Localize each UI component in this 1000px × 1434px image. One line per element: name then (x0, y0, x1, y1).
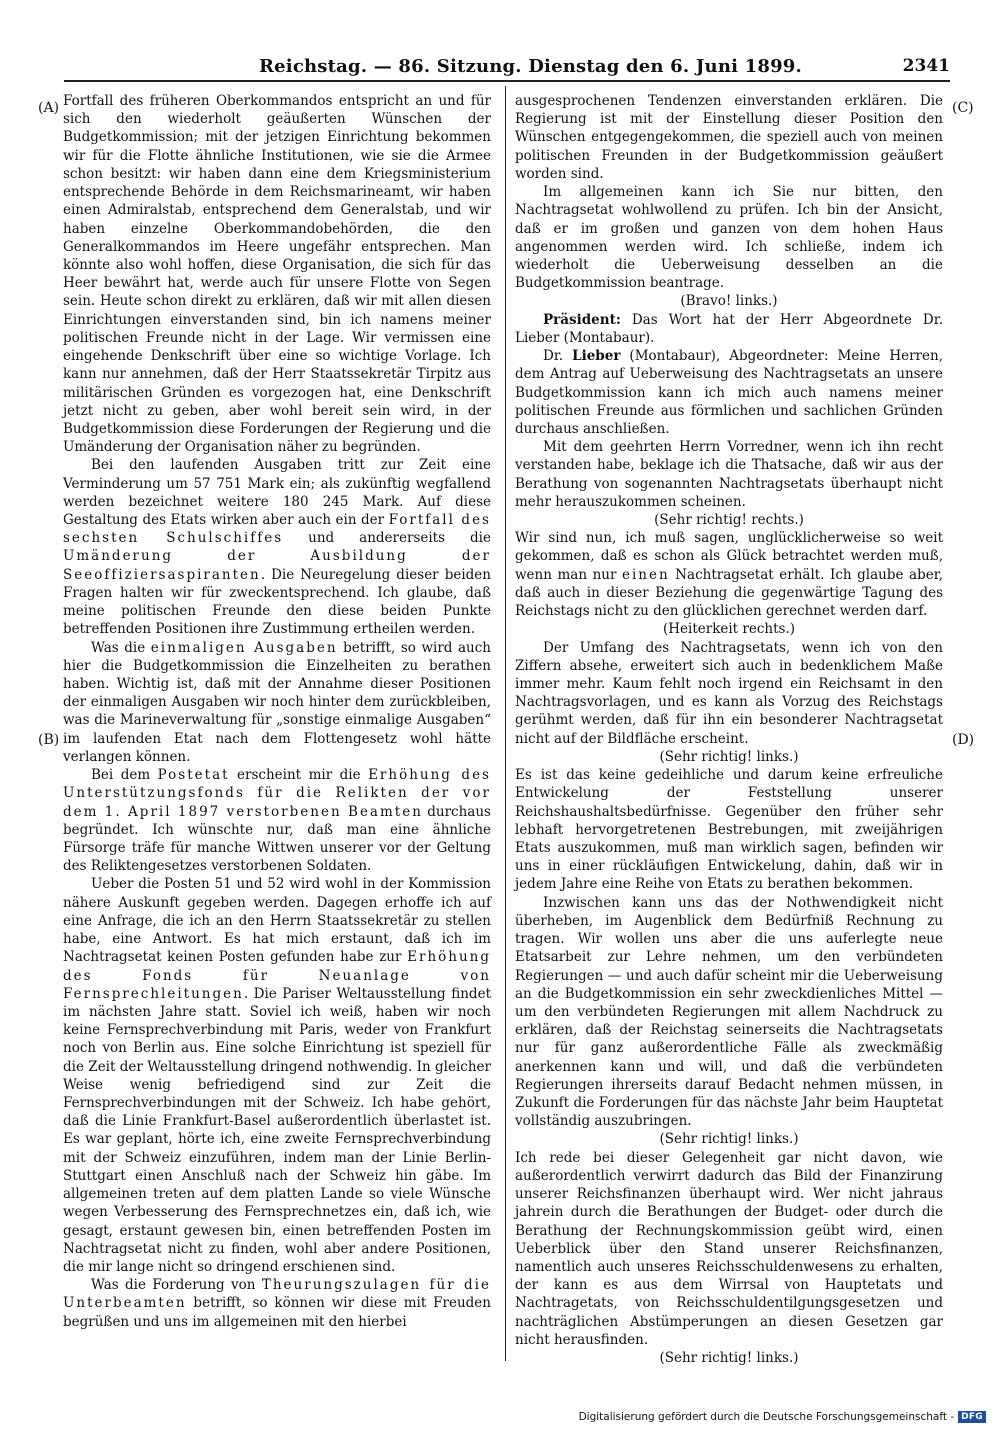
speaker-name: Lieber (572, 348, 621, 365)
paragraph: Präsident: Das Wort hat der Herr Abgeordnete Dr. Lieber (Montabaur). (515, 311, 943, 346)
paragraph: Im allgemeinen kann ich Sie nur bitten, den Nachtragsetat wohlwollend zu prüfen. Ich bin der Ansicht, daß er im großen und ganzen von dem hohen Haus angenommen werden wird. Ich schließe, indem ich wiederholt die Ueberweisung desselben an die Budgetkommission beantrage. (515, 184, 943, 292)
paragraph: Fortfall des früheren Oberkommandos entspricht an und für sich den wiederholt geäußerten Wünschen der Budgetkommission; mit der jetzigen Einrichtung bekommen wir für die Flotte ähnliche Institutionen, wie sie die Armee schon besitzt: wir haben dann eine dem Kriegsministerium entsprechende Behörde in dem Reichsmarineamt, wir haben einen Admiralstab, entsprechend dem Generalstab, und wir haben einzelne Oberkommandobehörden, die den Generalkommandos im Heere ungefähr entsprechen. Man könnte also wohl hoffen, diese Organisation, die sich für das Heer bewährt hat, werde auch für unsere Flotte von Segen sein. Heute schon direkt zu erklären, daß wir mit allen diesen Einrichtungen einverstanden sind, bin ich namens meiner politischen Freunde nicht in der Lage. Wir vermissen eine eingehende Denkschrift über eine so wichtige Vorlage. Ich kann nur annehmen, daß der Herr Staatssekretär Tirpitz aus militärischen Gründen es vorgezogen hat, eine Denkschrift jetzt nicht zu geben, aber wohl bereit sein wird, in der Budgetkommission diese Forderungen der Regierung und die Umänderung der Organisation näher zu begründen. (63, 93, 491, 456)
margin-marker-a: (A) (38, 100, 60, 116)
interjection: (Sehr richtig! links.) (659, 1350, 799, 1367)
interjection: (Heiterkeit rechts.) (662, 621, 796, 638)
margin-marker-b: (B) (38, 732, 60, 748)
emphasis: einmaligen Ausgaben (150, 639, 338, 656)
paragraph: Was die einmaligen Ausgaben betrifft, so wird auch hier die Budgetkommission die Einzelheiten zu berathen haben. Wichtig ist, daß mit der Annahme dieser Positionen der einmaligen Ausgaben wir noch hinter dem zurückbleiben, was die Marineverwaltung für „sonstige einmalige Ausgaben“ im laufenden Etat nach dem Flottengesetz wohl hätte verlangen können. (63, 639, 492, 765)
interjection: (Sehr richtig! links.) (659, 1131, 799, 1148)
column-divider (505, 86, 506, 1361)
paragraph: Mit dem geehrten Herrn Vorredner, wenn ich ihn recht verstanden habe, beklage ich die Thatsache, daß wir aus der Berathung von sogenannten Nachtragsetats überhaupt nicht mehr herauszukommen scheinen. (515, 439, 943, 510)
emphasis: Theurungszulagen für die Unterbeamten (63, 1277, 491, 1312)
emphasis: Postetat (157, 767, 230, 784)
emphasis: Erhöhung des Unterstützungsfonds für die Relikten der vor dem 1. April 1897 verstorbenen Beamten (63, 767, 491, 820)
paragraph: Bei den laufenden Ausgaben tritt zur Zeit eine Verminderung um 57 751 Mark ein; als zukünftig wegfallend werden bezeichnet weitere 180 245 Mark. Auf diese Gestaltung des Etats wirken aber auch ein der Fortfall des sechsten Schulschiffes und andererseits die Umänderung der Ausbildung der Seeoffiziersaspiranten. Die Neuregelung dieser beiden Fragen halten wir für zweckentsprechend. Ich glaube, daß meine politischen Freunde den diese beiden Punkte betreffenden Positionen ihre Zustimmung ertheilen werden. (63, 457, 491, 638)
dfg-logo: DFG (958, 1411, 986, 1423)
paragraph: Wir sind nun, ich muß sagen, unglücklicherweise so weit gekommen, daß es schon als Glück betrachtet werden muß, wenn man nur einen Nachtragsetat erhält. Ich glaube aber, daß auch in dieser Beziehung die gegenwärtige Tagung des Reichstags nicht zu den glücklichen gerechnet werden darf. (515, 530, 943, 620)
paragraph: ausgesprochenen Tendenzen einverstanden erklären. Die Regierung ist mit der Einstellung dieser Position den Wünschen entgegengekommen, die speziell auch von meinen politischen Freunden in der Budgetkommission geäußert worden sind. (515, 93, 943, 182)
paragraph: Inzwischen kann uns das der Nothwendigkeit nicht überheben, im Augenblick dem Bedürfniß Rechnung zu tragen. Wir wollen uns aber die uns auferlegte neue Etatsarbeit zur Lehre nehmen, um den verbündeten Regierungen — und auch dafür scheint mir die Ueberweisung an die Budgetkommission ein sehr zweckdienliches Mittel — um den verbündeten Regierungen mit allem Nachdruck zu erklären, daß der Reichstag seinerseits die Nachtragsetats nur für ganz außerordentliche Fälle als zweckmäßig anerkennen kann und will, und daß die verbündeten Regierungen ihrerseits darauf Bedacht nehmen müssen, in Zukunft die Forderungen für das nächste Jahr beim Hauptetat vollständig auszubringen. (515, 894, 943, 1130)
paragraph: Was die Forderung von Theurungszulagen für die Unterbeamten betrifft, so können wir diese mit Freuden begrüßen und uns im allgemeinen mit den hierbei (63, 1277, 491, 1330)
speaker-label: Präsident: (543, 311, 621, 328)
interjection: (Bravo! links.) (680, 293, 778, 310)
paragraph: Ueber die Posten 51 und 52 wird wohl in der Kommission nähere Auskunft gegeben werden. Dagegen erhoffe ich auf eine Anfrage, die ich an den Herrn Staatssekretär zu stellen habe, eine Antwort. Es hat mich erstaunt, daß ich im Nachtragsetat keinen Posten gefunden habe zur Erhöhung des Fonds für Neuanlage von Fernsprechleitungen. Die Pariser Weltausstellung findet im nächsten Jahre statt. Soviel ich weiß, haben wir noch keine Fernsprechverbindung mit Paris, weder von Frankfurt noch von Berlin aus. Eine solche Einrichtung ist speziell für die Zeit der Weltausstellung dringend nothwendig. In gleicher Weise wenig befriedigend sind zur Zeit die Fernsprechverbindungen mit der Schweiz. Ich habe gehört, daß die Linie Frankfurt-Basel außerordentlich überlastet ist. Es war geplant, hörte ich, eine zweite Fernsprechverbindung mit der Schweiz einzuführen, indem man der Linie Berlin-Stuttgart einen Anschluß nach der Schweiz hin gäbe. Im allgemeinen treten auf dem platten Lande so viele Wünsche wegen Verbesserung des Fernsprechnetzes ein, daß ich, wie gesagt, erstaunt gewesen bin, einen betreffenden Posten im Nachtragsetat nicht zu finden, wohl aber andere Positionen, die mir lange nicht so dringend erschienen sind. (63, 876, 491, 1275)
emphasis: Umänderung der Ausbildung der Seeoffiziersaspiranten (63, 548, 491, 583)
paragraph: Bei dem Postetat erscheint mir die Erhöhung des Unterstützungsfonds für die Relikten der vor dem 1. April 1897 verstorbenen Beamten durchaus begründet. Ich wünschte nur, daß man eine ähnliche Fürsorge träfe für manche Wittwen unserer vor der Geltung des Reliktengesetzes verstorbenen Soldaten. (63, 767, 491, 875)
paragraph: Es ist das keine gedeihliche und darum keine erfreuliche Entwickelung der Feststellung unserer Reichshaushaltsbedürfnisse. Gegenüber den früher sehr lebhaft hervorgetretenen Bestrebungen, mit zweijährigen Etats auszukommen, muß man wirklich sagen, befinden wir uns in einer rückläufigen Entwickelung, dahin, daß wir in jedem Jahre eine Reihe von Etats zu berathen bekommen. (515, 767, 943, 893)
margin-marker-d: (D) (952, 732, 975, 748)
emphasis: einen (621, 566, 670, 583)
emphasis: Fortfall des sechsten Schulschiffes (63, 512, 491, 547)
right-column (515, 92, 943, 1367)
emphasis: Erhöhung des Fonds für Neuanlage von Fernsprechleitungen (63, 949, 491, 1002)
paragraph: Dr. Lieber (Montabaur), Abgeordneter: Meine Herren, dem Antrag auf Ueberweisung des Nachtragsetats an unsere Budgetkommission kann ich mich auch namens meiner politischen Freunde aus förmlichen und sachlichen Gründen durchaus anschließen. (515, 348, 943, 437)
page-header (64, 56, 950, 80)
paragraph: Ich rede bei dieser Gelegenheit gar nicht davon, wie außerordentlich verwirrt dadurch das Bild der Finanzirung unserer Reichsfinanzen überhaupt wird. Wer nicht jahraus jahrein durch die Berathungen der Budget- oder durch die Berathung der Rechnungskommission geübt wird, einen Ueberblick über den Stand unserer Reichsfinanzen, namentlich auch unseres Reichsschuldenwesens zu erhalten, der kann es aus dem Wirrsal von Hauptetats und Nachtragetats, von Reichsschuldentilgungsgesetzen und nachträglichen Abstümperungen an diesen Gesetzen gar nicht herausfinden. (515, 1149, 943, 1348)
header-rule (64, 80, 950, 82)
footer-text: Digitalisierung gefördert durch die Deutsche Forschungsgemeinschaft - (578, 1411, 955, 1423)
margin-marker-c: (C) (952, 100, 974, 116)
interjection: (Sehr richtig! links.) (659, 748, 799, 765)
paragraph: Der Umfang des Nachtragsetats, wenn ich von den Ziffern absehe, erweitert sich auch in bedenklichem Maße immer mehr. Kaum fehlt noch irgend ein Reichsamt in den Nachtragsvorlagen, und es kann als Vorzug des Reichstags gerühmt werden, daß für ihn ein besonderer Nachtragsetat nicht auf der Bildfläche erscheint. (515, 639, 943, 747)
footer-credit (579, 1411, 986, 1423)
interjection: (Sehr richtig! rechts.) (654, 512, 804, 529)
running-title: Reichstag. — 86. Sitzung. Dienstag den 6. Juni 1899. (259, 56, 802, 77)
page-number: 2341 (902, 56, 950, 76)
left-column (63, 92, 491, 1331)
